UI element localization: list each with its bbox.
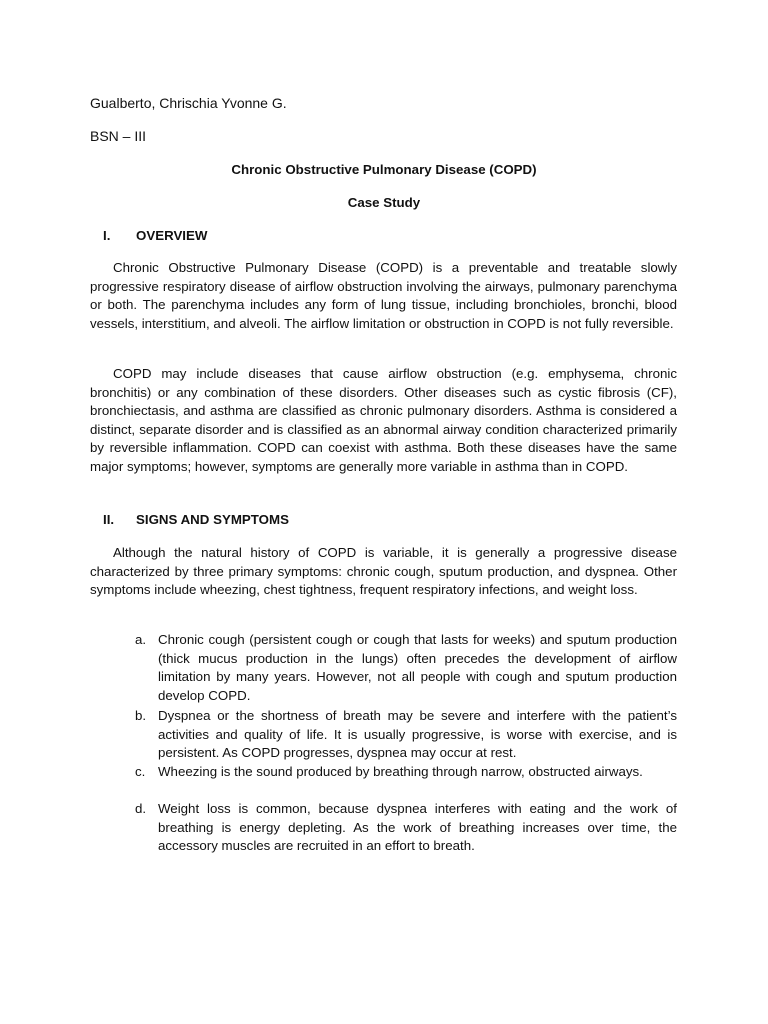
list-item-text: Dyspnea or the shortness of breath may be severe and interfere with the patient’s activities and quality of life. It is usually progressive, is worse with exercise, and is persistent. As COPD progresses, dyspnea may occur at rest. [158,708,677,761]
section-number: II. [103,512,115,527]
list-marker: a. [135,632,147,647]
list-item [135,763,677,782]
list-marker: d. [135,801,147,816]
overview-paragraph: COPD may include diseases that cause airflow obstruction (e.g. emphysema, chronic bronchitis) or any combination of these disorders. Other diseases such as cystic fibrosis (CF), bronchiectasis, and asthma are classified as chronic pulmonary disorders. Asthma is considered a distinct, separate disorder and is classified as an abnormal airway condition characterized primarily by reversible inflammation. COPD can coexist with asthma. Both these diseases have the same major symptoms; however, symptoms are generally more variable in asthma than in COPD. [90,366,677,474]
list-item-text: Chronic cough (persistent cough or cough that lasts for weeks) and sputum production (thick mucus production in the lungs) often precedes the development of airflow limitation by many years. However, not all people with cough and sputum production develop COPD. [158,632,677,703]
document-title: Chronic Obstructive Pulmonary Disease (COPD) [231,162,537,177]
list-item [135,631,677,705]
section-heading-overview [103,228,207,243]
list-item-text: Weight loss is common, because dyspnea interferes with eating and the work of breathing is energy depleting. As the work of breathing increases over time, the accessory muscles are recruited in an effort to breath. [158,801,677,854]
symptom-list [135,631,677,705]
section-heading-signs-symptoms [103,512,289,527]
list-item [135,800,677,856]
symptoms-paragraph: Although the natural history of COPD is variable, it is generally a progressive disease characterized by three primary symptoms: chronic cough, sputum production, and dyspnea. Other symptoms include wheezing, chest tightness, frequent respiratory infections, and weight loss. [90,545,677,598]
symptom-list [135,800,677,856]
symptom-list [135,707,677,763]
symptom-list [135,763,677,782]
list-marker: c. [135,764,146,779]
section-title: SIGNS AND SYMPTOMS [136,512,289,527]
author-name: Gualberto, Chrischia Yvonne G. [90,95,287,111]
section-number: I. [103,228,111,243]
list-marker: b. [135,708,147,723]
document-subtitle: Case Study [347,195,421,210]
section-title: OVERVIEW [136,228,208,243]
course-level: BSN – III [90,128,147,144]
list-item [135,707,677,763]
list-item-text: Wheezing is the sound produced by breathing through narrow, obstructed airways. [158,764,643,779]
overview-paragraph: Chronic Obstructive Pulmonary Disease (COPD) is a preventable and treatable slowly progressive respiratory disease of airflow obstruction involving the airways, pulmonary parenchyma or both. The parenchyma includes any form of lung tissue, including bronchioles, bronchi, blood vessels, interstitium, and alveoli. The airflow limitation or obstruction in COPD is not fully reversible. [90,260,677,331]
